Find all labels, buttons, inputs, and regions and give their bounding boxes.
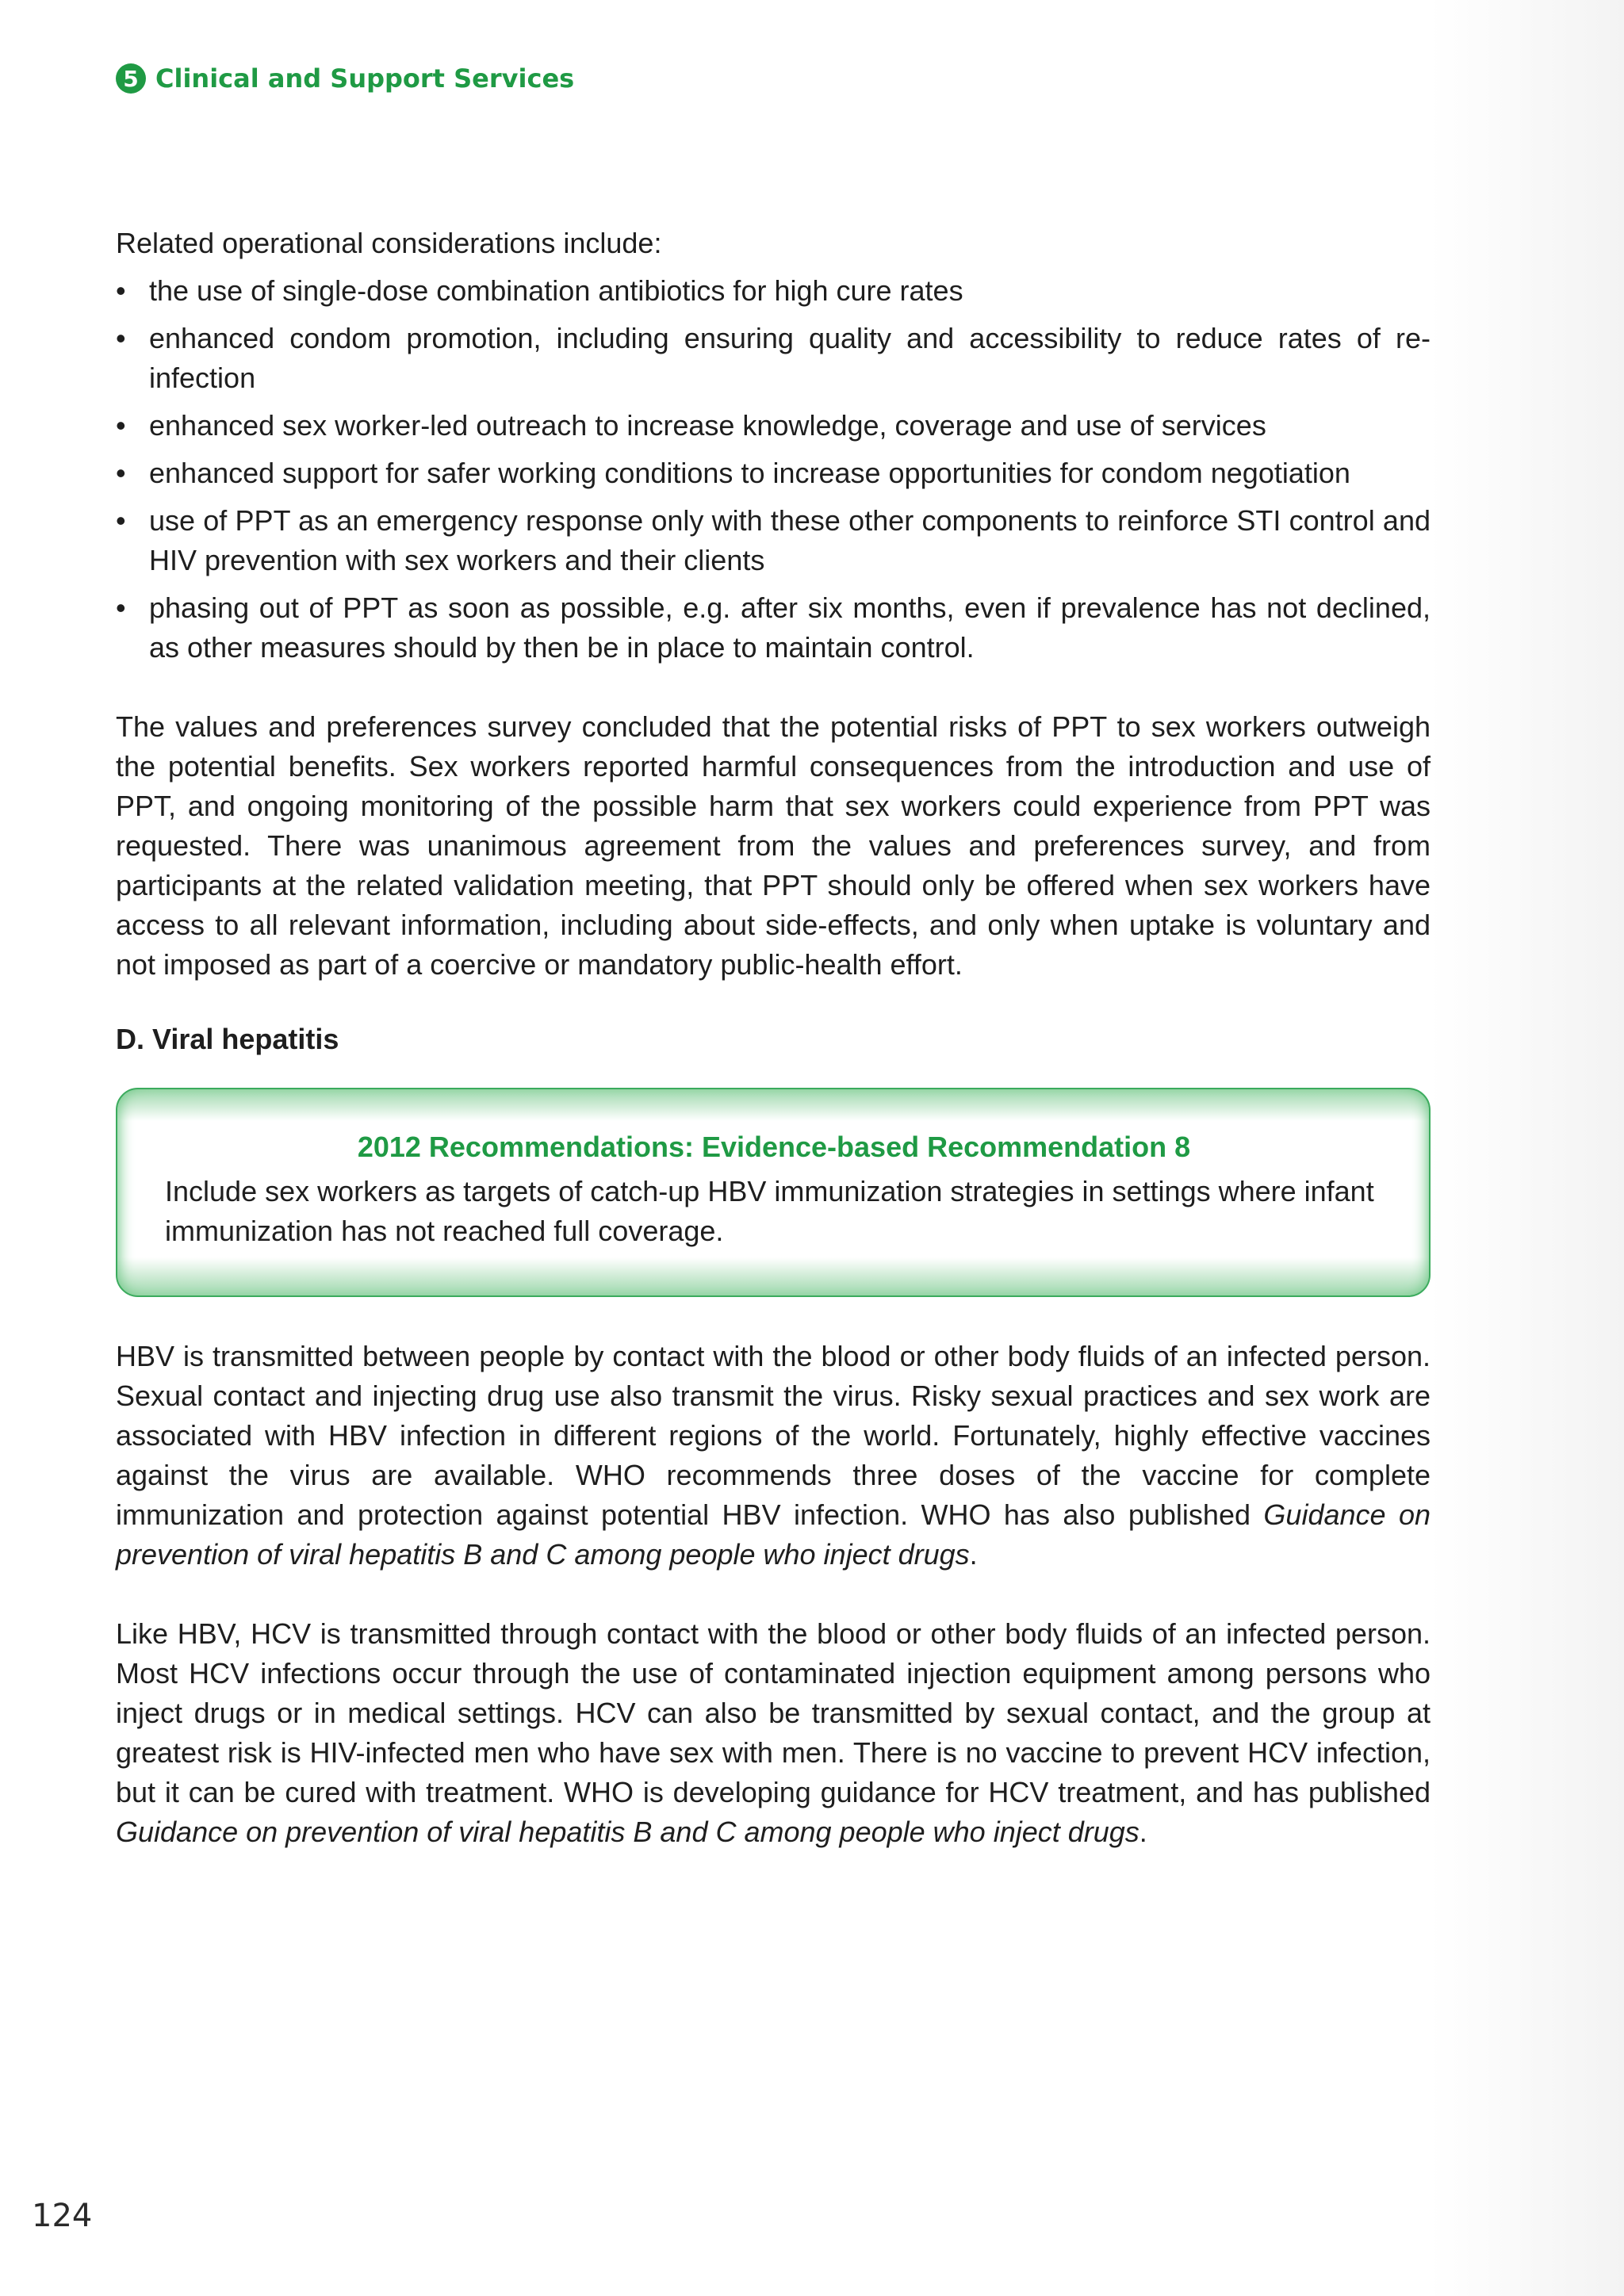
hbv-guidance-title: Guidance on prevention of viral hepatitis B and C among people who inject drugs (116, 1498, 1431, 1571)
considerations-list (116, 271, 1431, 668)
hcv-end: . (1139, 1816, 1147, 1848)
list-item: • phasing out of PPT as soon as possible, e.g. after six months, even if prevalence has not declined, as other measures should by then be in place to maintain control. (116, 588, 1431, 668)
chapter-header (116, 63, 574, 94)
chapter-number-badge: 5 (116, 63, 146, 94)
section-heading: D. Viral hepatitis (116, 1023, 339, 1055)
list-item: • enhanced sex worker-led outreach to increase knowledge, coverage and use of services (116, 406, 1431, 446)
hcv-text: Like HBV, HCV is transmitted through contact with the blood or other body fluids of an infected person. Most HCV infections occur through the use of contaminated injection equipment among persons who inject drugs or in medical settings. HCV can also be transmitted by sexual contact, and the group at greatest risk is HIV-infected men who have sex with men. There is no vaccine to prevent HCV infection, but it can be cured with treatment. WHO is developing guidance for HCV treatment, and has published (116, 1617, 1431, 1808)
list-item: • enhanced condom promotion, including ensuring quality and accessibility to reduce rates of re-infection (116, 319, 1431, 398)
hbv-paragraph (116, 1337, 1431, 1575)
intro-text: Related operational considerations include: (116, 227, 662, 259)
recommendation-box (116, 1088, 1431, 1297)
hcv-guidance-title: Guidance on prevention of viral hepatitis B and C among people who inject drugs (116, 1816, 1139, 1848)
page-number: 124 (32, 2198, 93, 2234)
hcv-paragraph (116, 1614, 1431, 1852)
recommendation-title: 2012 Recommendations: Evidence-based Recommendation 8 (357, 1131, 1191, 1163)
values-paragraph: The values and preferences survey concluded that the potential risks of PPT to sex workers outweigh the potential benefits. Sex workers reported harmful consequences from the introduction and use of PPT, and ongoing monitoring of the possible harm that sex workers could experience from PPT was requested. There was unanimous agreement from the values and preferences survey, and from participants at the related validation meeting, that PPT should only be offered when sex workers have access to all relevant information, including about side-effects, and only when uptake is voluntary and not imposed as part of a coercive or mandatory public-health effort. (116, 710, 1431, 981)
list-item: • the use of single-dose combination antibiotics for high cure rates (116, 271, 1431, 311)
list-item: • use of PPT as an emergency response only with these other components to reinforce STI control and HIV prevention with sex workers and their clients (116, 501, 1431, 580)
main-content (116, 224, 1431, 1852)
recommendation-text: Include sex workers as targets of catch-up HBV immunization strategies in settings where infant immunization has not reached full coverage. (165, 1175, 1374, 1247)
list-item: • enhanced support for safer working conditions to increase opportunities for condom negotiation (116, 453, 1431, 493)
hbv-end: . (969, 1538, 978, 1571)
chapter-title: Clinical and Support Services (155, 63, 575, 94)
hbv-text: HBV is transmitted between people by contact with the blood or other body fluids of an infected person. Sexual contact and injecting drug use also transmit the virus. Risky sexual practices and sex work are associated with HBV infection in different regions of the world. Fortunately, highly effective vaccines against the virus are available. WHO recommends three doses of the vaccine for complete immunization and protection against potential HBV infection. WHO has also published (116, 1340, 1431, 1531)
